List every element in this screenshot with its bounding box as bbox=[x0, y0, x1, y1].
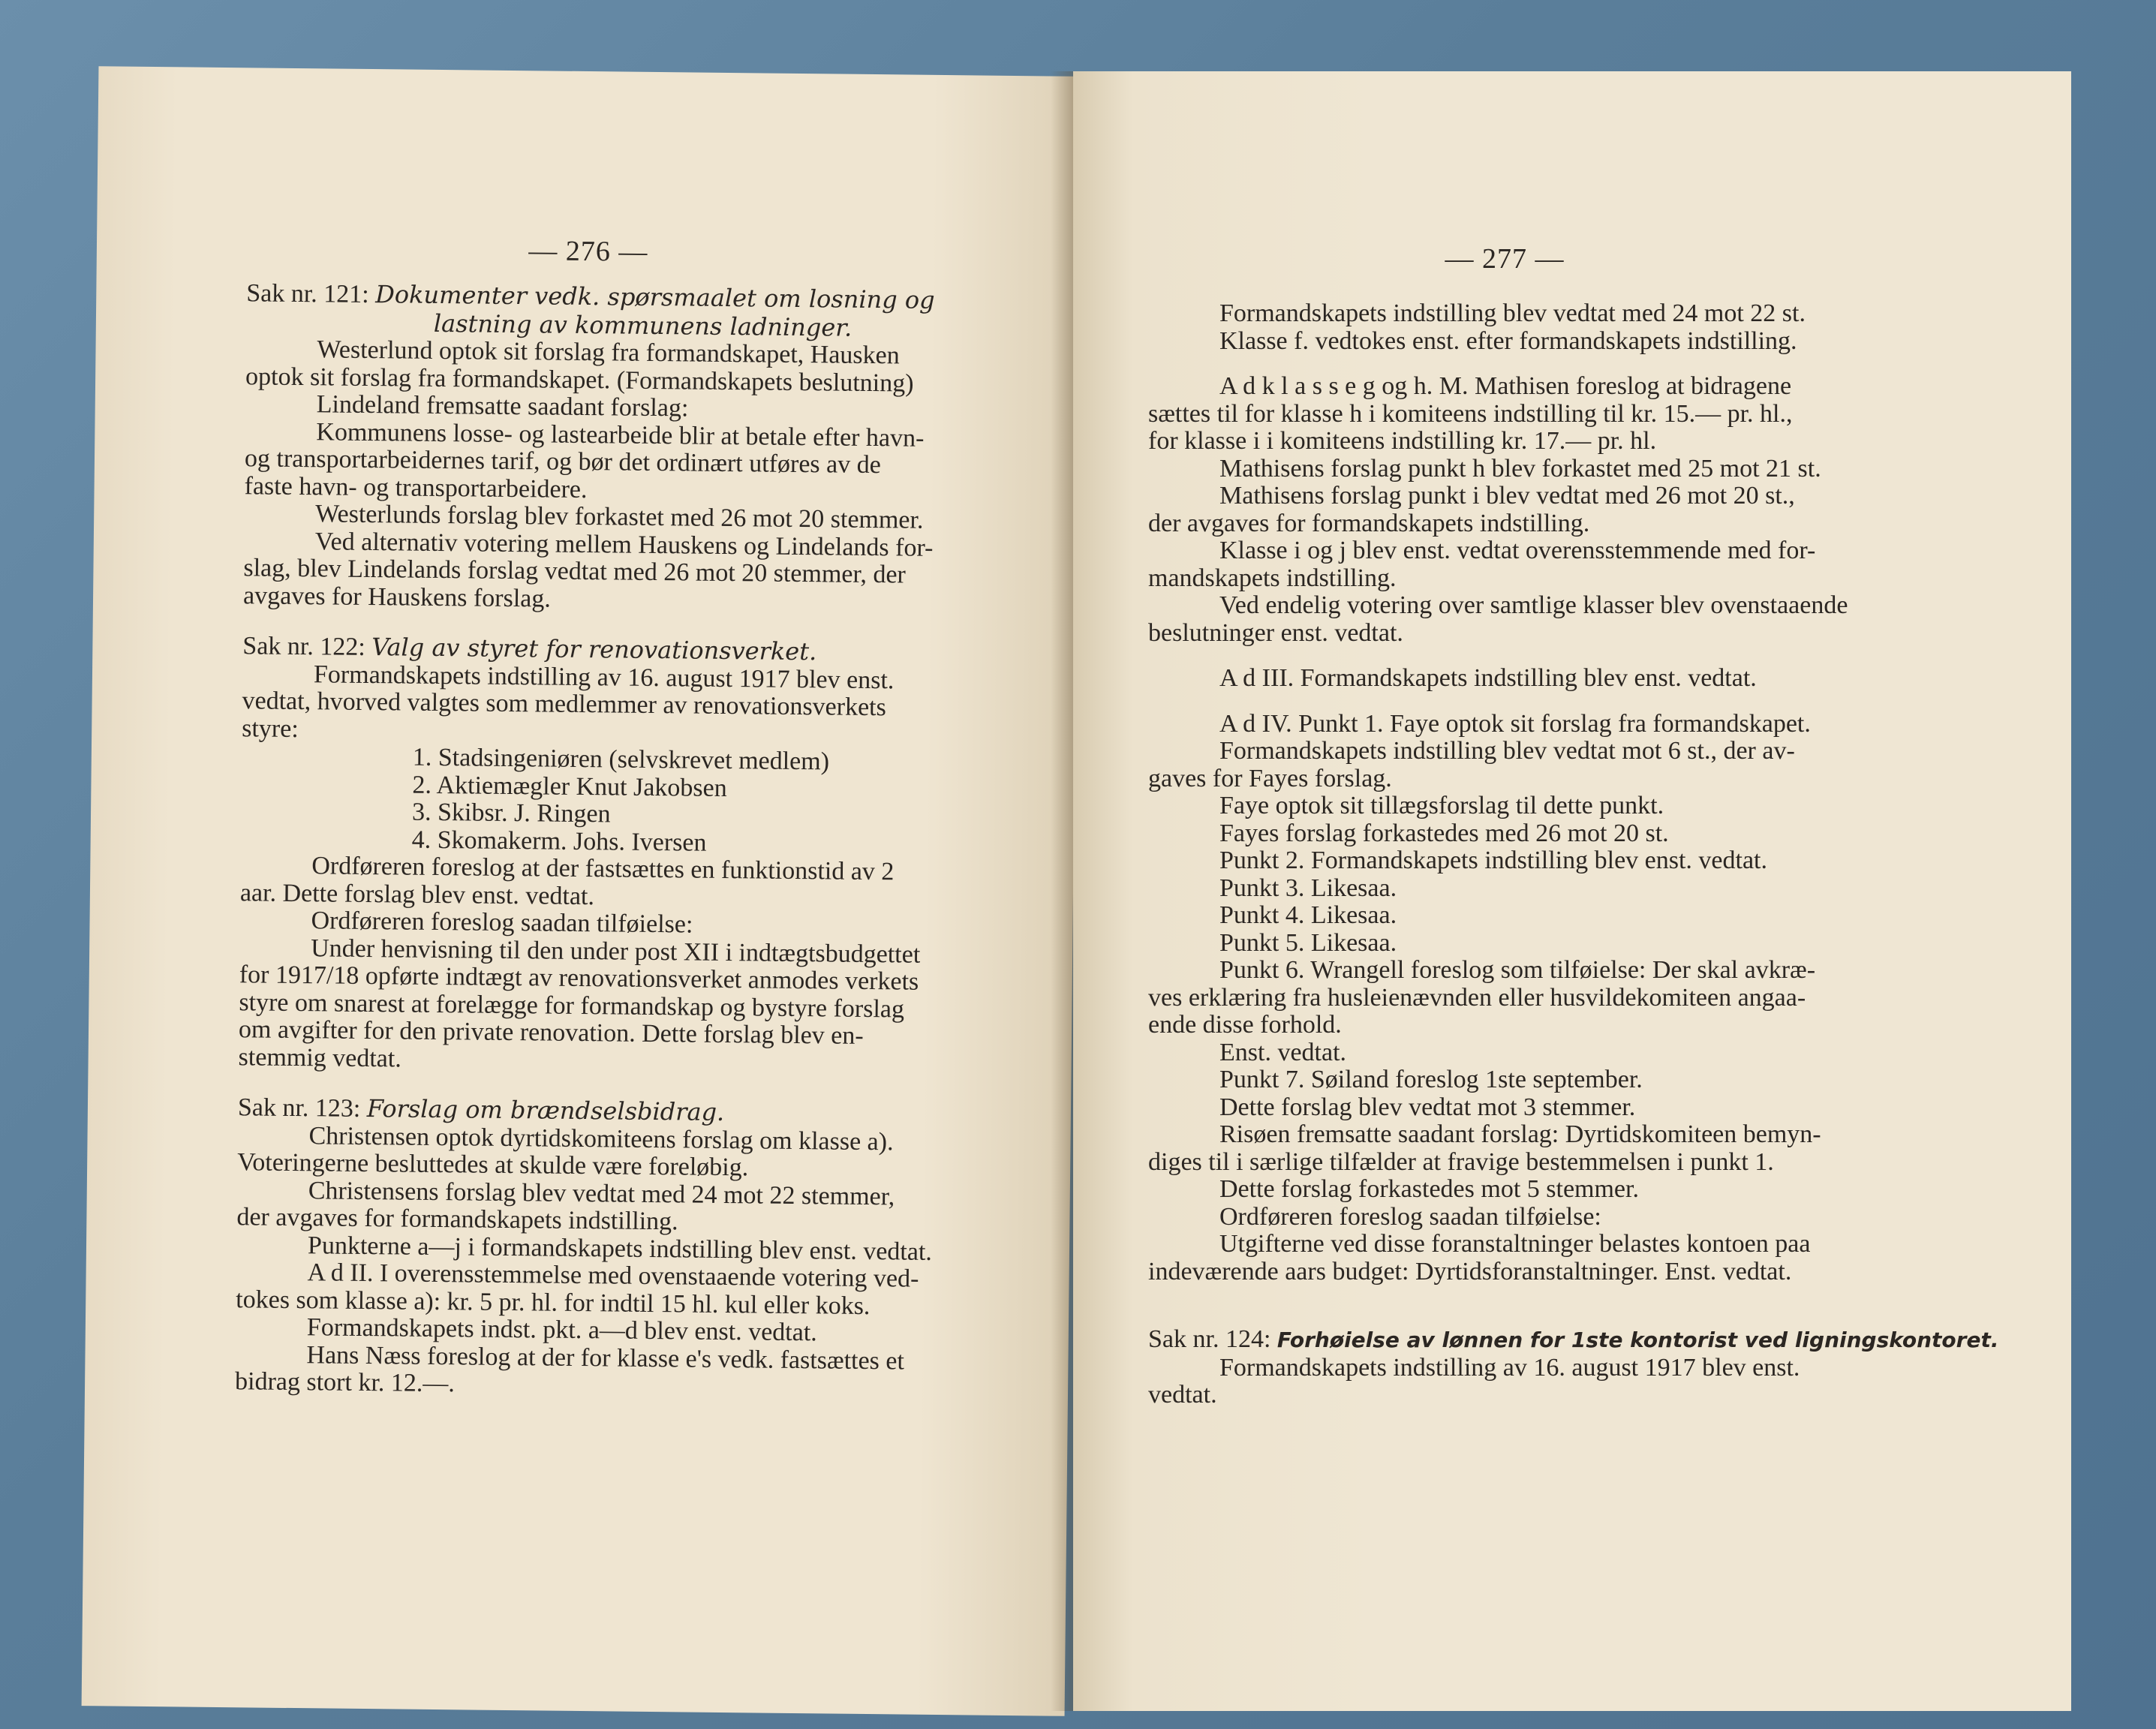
line-text: faste havn- og transportarbeidere. bbox=[244, 471, 588, 504]
line-text: A d II. I overensstemmelse med ovenstaaende votering ved- bbox=[307, 1258, 919, 1293]
line-text: 1. Stadsingeniøren (selvskrevet medlem) bbox=[412, 743, 830, 776]
line-text: Dette forslag blev vedtat mot 3 stemmer. bbox=[1219, 1093, 1636, 1121]
line-text: vedtat. bbox=[1148, 1381, 1217, 1409]
line-text: for klasse i i komiteens indstilling kr. 17.— pr. hl. bbox=[1148, 427, 1657, 455]
line-text: tokes som klasse a): kr. 5 pr. hl. for indtil 15 hl. kul eller koks. bbox=[236, 1285, 871, 1320]
line-text: Christensens forslag blev vedtat med 24 mot 22 stemmer, bbox=[308, 1176, 895, 1210]
text-line bbox=[1148, 1326, 2049, 1355]
line-text: der avgaves for formandskapets indstilling. bbox=[236, 1203, 678, 1236]
text-line bbox=[1148, 1121, 2049, 1149]
text-line bbox=[1148, 1204, 2049, 1231]
paragraph-gap bbox=[1148, 693, 2049, 711]
line-text: A d III. Formandskapets indstilling blev enst. vedtat. bbox=[1219, 664, 1757, 692]
line-text: Risøen fremsatte saadant forslag: Dyrtidskomiteen bemyn- bbox=[1219, 1120, 1821, 1148]
text-line bbox=[1148, 902, 2049, 930]
line-text: Hans Næss foreslog at der for klasse e's vedk. fastsættes et bbox=[306, 1340, 905, 1376]
text-line bbox=[1148, 711, 2049, 738]
text-line bbox=[1148, 1258, 2049, 1286]
line-text: Ordføreren foreslog at der fastsættes en funktionstid av 2 bbox=[311, 852, 895, 886]
text-line bbox=[1148, 665, 2049, 693]
line-text: Punkt 6. Wrangell foreslog som tilføielse: Der skal avkræ- bbox=[1219, 956, 1816, 984]
line-text: der avgaves for formandskapets indstilling. bbox=[1148, 509, 1590, 537]
line-text: og transportarbeidernes tarif, og bør det ordinært utføres av de bbox=[244, 444, 882, 480]
line-text: Formandskapets indstilling av 16. august 1917 blev enst. bbox=[313, 660, 895, 694]
right-page bbox=[1073, 71, 2071, 1711]
line-text: Utgifterne ved disse foranstaltninger belastes kontoen paa bbox=[1219, 1230, 1811, 1258]
line-text: beslutninger enst. vedtat. bbox=[1148, 618, 1403, 647]
text-line bbox=[1148, 1176, 2049, 1204]
text-line bbox=[1148, 401, 2049, 428]
text-line bbox=[1148, 456, 2049, 483]
text-line bbox=[1148, 373, 2049, 401]
line-text: Sak nr. 124: bbox=[1148, 1325, 1277, 1353]
line-text: Enst. vedtat. bbox=[1219, 1038, 1347, 1066]
line-text: A d IV. Punkt 1. Faye optok sit forslag fra formandskapet. bbox=[1219, 709, 1811, 738]
line-text: A d k l a s s e g og h. M. Mathisen foreslog at bidragene bbox=[1219, 372, 1792, 400]
line-text: Punkt 4. Likesaa. bbox=[1219, 901, 1397, 929]
line-text: bidrag stort kr. 12.—. bbox=[234, 1367, 456, 1398]
line-text: Voteringerne besluttedes at skulde være foreløbig. bbox=[236, 1148, 749, 1182]
text-line bbox=[1148, 985, 2049, 1012]
line-text: vedtat, hvorved valgtes som medlemmer av renovationsverkets bbox=[242, 687, 887, 722]
text-line bbox=[1148, 565, 2049, 593]
line-text: ves erklæring fra husleienævnden eller husvildekomiteen angaa- bbox=[1148, 983, 1806, 1012]
right-page-text bbox=[1148, 300, 2049, 1409]
line-text: indeværende aars budget: Dyrtidsforanstaltninger. Enst. vedtat. bbox=[1148, 1257, 1792, 1285]
line-text: Sak nr. 121: bbox=[246, 279, 376, 309]
text-line bbox=[1148, 1231, 2049, 1258]
text-line bbox=[1148, 510, 2049, 538]
line-text: Klasse i og j blev enst. vedtat overensstemmende med for- bbox=[1219, 537, 1816, 564]
text-line bbox=[1148, 300, 2049, 328]
line-text: Kommunens losse- og lastearbeide blir at betale efter havn- bbox=[316, 417, 925, 453]
line-text: Formandskapets indstilling av 16. august 1917 blev enst. bbox=[1219, 1353, 1800, 1382]
line-text: Christensen optok dyrtidskomiteens forslag om klasse a). bbox=[308, 1121, 894, 1156]
line-text: Formandskapets indstilling blev vedtat mot 6 st., der av- bbox=[1219, 737, 1795, 765]
page-number-right: — 277 — bbox=[1445, 243, 1565, 275]
line-text: Formandskapets indstilling blev vedtat med 24 mot 22 st. bbox=[1219, 299, 1806, 327]
line-text: 2. Aktiemægler Knut Jakobsen bbox=[412, 771, 727, 802]
section-heading: Forslag om brændselsbidrag. bbox=[366, 1094, 725, 1127]
text-line bbox=[1148, 847, 2049, 875]
text-line bbox=[1148, 537, 2049, 565]
text-line bbox=[1148, 1039, 2049, 1067]
text-line bbox=[1148, 620, 2049, 648]
line-text: gaves for Fayes forslag. bbox=[1148, 764, 1392, 792]
paragraph-gap bbox=[1148, 647, 2049, 665]
line-text: Ordføreren foreslog saadan tilføielse: bbox=[1219, 1202, 1601, 1231]
text-line bbox=[1148, 328, 2049, 356]
line-text: aar. Dette forslag blev enst. vedtat. bbox=[239, 878, 595, 910]
line-text: optok sit forslag fra formandskapet. (Formandskapets beslutning) bbox=[245, 362, 914, 398]
line-text: styre om snarest at forelægge for formandskap og bystyre forslag bbox=[239, 988, 905, 1024]
line-text: slag, blev Lindelands forslag vedtat med 26 mot 20 stemmer, der bbox=[243, 554, 907, 589]
line-text: sættes til for klasse h i komiteens indstilling til kr. 15.— pr. hl., bbox=[1148, 399, 1793, 428]
line-text: mandskapets indstilling. bbox=[1148, 564, 1397, 592]
line-text: Formandskapets indst. pkt. a—d blev enst. vedtat. bbox=[306, 1313, 817, 1347]
text-line bbox=[1148, 738, 2049, 765]
text-line bbox=[1148, 820, 2049, 848]
line-text: Dette forslag forkastedes mot 5 stemmer. bbox=[1219, 1175, 1639, 1203]
line-text: styre: bbox=[242, 714, 299, 743]
line-text: Faye optok sit tillægsforslag til dette punkt. bbox=[1219, 792, 1664, 819]
line-text: om avgifter for den private renovation. Dette forslag blev en- bbox=[238, 1015, 864, 1050]
section-heading: Valg av styret for renovationsverket. bbox=[371, 633, 817, 666]
text-line bbox=[1148, 1382, 2049, 1409]
line-text: stemmig vedtat. bbox=[238, 1042, 402, 1072]
line-text: for 1917/18 opførte indtægt av renovationsverket anmodes verkets bbox=[239, 961, 919, 996]
paragraph-gap bbox=[1148, 355, 2049, 373]
line-text: Punkt 2. Formandskapets indstilling blev enst. vedtat. bbox=[1219, 846, 1768, 874]
line-text: 4. Skomakerm. Johs. Iversen bbox=[411, 825, 707, 857]
paragraph-gap bbox=[1148, 1285, 2049, 1308]
line-text: Westerlunds forslag blev forkastet med 26 mot 20 stemmer. bbox=[315, 500, 924, 534]
line-text: Klasse f. vedtokes enst. efter formandskapets indstilling. bbox=[1219, 326, 1797, 355]
section-heading: Dokumenter vedk. spørsmaalet om losning og bbox=[375, 280, 935, 314]
text-line bbox=[1148, 1012, 2049, 1039]
line-text: 3. Skibsr. J. Ringen bbox=[411, 798, 611, 828]
text-line bbox=[1148, 957, 2049, 985]
line-text: avgaves for Hauskens forslag. bbox=[242, 581, 552, 613]
line-text: Punkterne a—j i formandskapets indstilling blev enst. vedtat. bbox=[307, 1231, 933, 1266]
page-number-left: — 276 — bbox=[528, 235, 648, 268]
line-text: Mathisens forslag punkt h blev forkastet med 25 mot 21 st. bbox=[1219, 454, 1821, 483]
line-text: Ved alternativ votering mellem Hauskens og Lindelands for- bbox=[314, 527, 934, 562]
text-line bbox=[1148, 792, 2049, 820]
line-text: ende disse forhold. bbox=[1148, 1011, 1342, 1039]
text-line bbox=[1148, 592, 2049, 620]
line-text: Westerlund optok sit forslag fra formandskapet, Hausken bbox=[317, 335, 900, 370]
line-text: diges til i særlige tilfælder at fravige bestemmelsen i punkt 1. bbox=[1148, 1147, 1774, 1176]
section-heading: Forhøielse av lønnen for 1ste kontorist ved ligningskontoret. bbox=[1276, 1328, 1999, 1352]
line-text: Sak nr. 123: bbox=[237, 1093, 368, 1123]
text-line bbox=[1148, 765, 2049, 793]
line-text: Lindeland fremsatte saadant forslag: bbox=[316, 390, 689, 422]
text-line bbox=[1148, 483, 2049, 510]
left-page bbox=[82, 66, 1082, 1716]
line-text: Punkt 5. Likesaa. bbox=[1219, 928, 1397, 957]
text-line bbox=[1148, 1355, 2049, 1382]
line-text: Fayes forslag forkastedes med 26 mot 20 st. bbox=[1219, 819, 1669, 847]
left-page-text bbox=[235, 279, 1081, 1404]
line-text: Punkt 7. Søiland foreslog 1ste september. bbox=[1219, 1066, 1643, 1093]
line-text: Ved endelig votering over samtlige klasser blev ovenstaaende bbox=[1219, 591, 1848, 619]
text-line bbox=[1148, 428, 2049, 456]
line-text: Punkt 3. Likesaa. bbox=[1219, 874, 1397, 902]
line-text: Under henvisning til den under post XII i indtægtsbudgettet bbox=[310, 934, 921, 969]
line-text: Mathisens forslag punkt i blev vedtat med 26 mot 20 st., bbox=[1219, 482, 1795, 510]
paragraph-gap bbox=[1148, 1308, 2049, 1326]
section-heading: lastning av kommunens ladninger. bbox=[433, 308, 852, 342]
text-line bbox=[1148, 1094, 2049, 1122]
text-line bbox=[1148, 930, 2049, 958]
text-line bbox=[1148, 875, 2049, 903]
line-text: Sak nr. 122: bbox=[242, 632, 372, 662]
text-line bbox=[1148, 1149, 2049, 1177]
line-text: Ordføreren foreslog saadan tilføielse: bbox=[311, 907, 693, 939]
text-line bbox=[1148, 1066, 2049, 1094]
